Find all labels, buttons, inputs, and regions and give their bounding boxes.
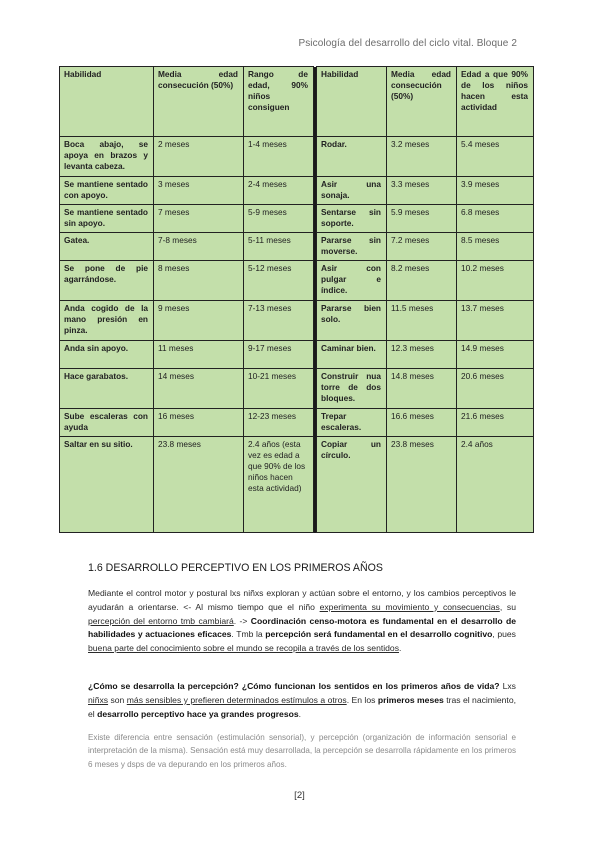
bold-text: ¿Cómo se desarrolla la percepción? ¿Cómo funcionan los sentidos en los primeros años de vida? <box>88 681 500 691</box>
text-run: tras el nacimiento, el <box>88 694 516 719</box>
median-age-cell: 11.5 meses <box>387 301 457 341</box>
age-range-cell: 2-4 meses <box>244 177 314 205</box>
median-age-cell: 7 meses <box>154 205 244 233</box>
skill-cell: Pararse bien solo. <box>317 301 387 341</box>
section-title: 1.6 DESARROLLO PERCEPTIVO EN LOS PRIMEROS AÑOS <box>88 562 383 574</box>
underlined-text: más sensibles y prefieren determinados estímulos a otros <box>126 694 347 705</box>
header-cell: Media edad consecución (50%) <box>154 67 244 137</box>
underlined-text: experimenta su movimiento y consecuencias <box>319 601 500 612</box>
paragraph-perception-question <box>88 680 516 721</box>
skill-cell: Rodar. <box>317 137 387 177</box>
bold-text: primeros meses <box>377 694 444 705</box>
age-90-cell: 2.4 años <box>457 437 534 533</box>
header-cell: Rango de edad, 90% niños consiguen <box>244 67 314 137</box>
skill-cell: Trepar escaleras. <box>317 409 387 437</box>
age-range-cell: 10-21 meses <box>244 369 314 409</box>
page-number: [2] <box>294 790 305 801</box>
median-age-cell: 7-8 meses <box>154 233 244 261</box>
table-row <box>60 437 534 533</box>
table-row <box>60 233 534 261</box>
median-age-cell: 3.2 meses <box>387 137 457 177</box>
median-age-cell: 11 meses <box>154 341 244 369</box>
table-header-row <box>60 67 534 137</box>
header-cell: Media edad consecución (50%) <box>387 67 457 137</box>
skill-cell: Se mantiene sentado sin apoyo. <box>60 205 154 233</box>
bold-text: desarrollo perceptivo hace ya grandes progresos <box>97 708 299 719</box>
age-90-cell: 6.8 meses <box>457 205 534 233</box>
median-age-cell: 5.9 meses <box>387 205 457 233</box>
skill-cell: Anda cogido de la mano presión en pinza. <box>60 301 154 341</box>
text-run: Mediante el control motor y postural lxs niñxs exploran y actúan sobre el entorno, y los cambios perceptivos le ayudarán a orientarse. <- Al mismo tiempo que el niño <box>88 588 516 612</box>
text-run: . En los <box>346 694 378 705</box>
skill-cell: Se pone de pie agarrándose. <box>60 261 154 301</box>
skill-cell: Pararse sin moverse. <box>317 233 387 261</box>
skill-cell: Se mantiene sentado con apoyo. <box>60 177 154 205</box>
header-cell: Habilidad <box>60 67 154 137</box>
median-age-cell: 12.3 meses <box>387 341 457 369</box>
skill-cell: Gatea. <box>60 233 154 261</box>
skill-cell: Construir nua torre de dos bloques. <box>317 369 387 409</box>
skill-cell: Asir con pulgar e índice. <box>317 261 387 301</box>
median-age-cell: 2 meses <box>154 137 244 177</box>
skill-cell: Sentarse sin soporte. <box>317 205 387 233</box>
development-milestones-table <box>59 66 534 533</box>
age-90-cell: 20.6 meses <box>457 369 534 409</box>
skill-cell: Hace garabatos. <box>60 369 154 409</box>
table-row <box>60 261 534 301</box>
bold-text: percepción será fundamental en el desarrollo cognitivo <box>265 629 493 640</box>
age-90-cell: 14.9 meses <box>457 341 534 369</box>
paragraph-sensation-note: Existe diferencia entre sensación (estimulación sensorial), y percepción (organización de información sensorial e interpretación de la misma). Sensación está muy desarrollada, la percepción se desarrolla rápidamente en los primeros 6 meses y dsps de va depurando en los primeros años. <box>88 733 516 769</box>
text-run: . <box>298 708 302 719</box>
skill-cell: Boca abajo, se apoya en brazos y levanta cabeza. <box>60 137 154 177</box>
text-run: Lxs <box>499 681 516 691</box>
underlined-text: percepción del entorno tmb cambiará <box>88 615 234 626</box>
age-range-cell: 5-9 meses <box>244 205 314 233</box>
text-run: . Tmb la <box>231 629 266 640</box>
age-range-cell: 2.4 años (esta vez es edad a que 90% de los niños hacen esta actividad) <box>244 437 314 533</box>
median-age-cell: 23.8 meses <box>387 437 457 533</box>
paragraph-motor-perception <box>88 587 516 656</box>
skill-cell: Copiar un círculo. <box>317 437 387 533</box>
median-age-cell: 7.2 meses <box>387 233 457 261</box>
median-age-cell: 3 meses <box>154 177 244 205</box>
age-range-cell: 5-11 meses <box>244 233 314 261</box>
text-run: son <box>108 694 127 705</box>
skill-cell: Sube escaleras con ayuda <box>60 409 154 437</box>
median-age-cell: 8.2 meses <box>387 261 457 301</box>
median-age-cell: 23.8 meses <box>154 437 244 533</box>
age-range-cell: 1-4 meses <box>244 137 314 177</box>
table-row <box>60 341 534 369</box>
skill-cell: Saltar en su sitio. <box>60 437 154 533</box>
age-range-cell: 12-23 meses <box>244 409 314 437</box>
median-age-cell: 16 meses <box>154 409 244 437</box>
median-age-cell: 14 meses <box>154 369 244 409</box>
table-row <box>60 205 534 233</box>
bold-text: Coordinación censo-motora es fundamental en el desarrollo de habilidades y actuaciones eficaces <box>88 615 516 640</box>
header-cell: Habilidad <box>317 67 387 137</box>
text-run: . -> <box>233 615 251 626</box>
underlined-text: niñxs <box>88 694 109 705</box>
header-cell: Edad a que 90% de los niños hacen esta actividad <box>457 67 534 137</box>
table-row <box>60 301 534 341</box>
age-90-cell: 13.7 meses <box>457 301 534 341</box>
table-row <box>60 177 534 205</box>
table-row <box>60 137 534 177</box>
text-run: , pues <box>492 629 516 640</box>
age-range-cell: 5-12 meses <box>244 261 314 301</box>
age-90-cell: 5.4 meses <box>457 137 534 177</box>
text-run: , su <box>499 601 516 612</box>
median-age-cell: 14.8 meses <box>387 369 457 409</box>
age-90-cell: 8.5 meses <box>457 233 534 261</box>
skill-cell: Caminar bien. <box>317 341 387 369</box>
skill-cell: Anda sin apoyo. <box>60 341 154 369</box>
median-age-cell: 9 meses <box>154 301 244 341</box>
skill-cell: Asir una sonaja. <box>317 177 387 205</box>
median-age-cell: 3.3 meses <box>387 177 457 205</box>
age-range-cell: 7-13 meses <box>244 301 314 341</box>
age-range-cell: 9-17 meses <box>244 341 314 369</box>
table-row <box>60 369 534 409</box>
age-90-cell: 3.9 meses <box>457 177 534 205</box>
page-header: Psicología del desarrollo del ciclo vital. Bloque 2 <box>298 38 517 49</box>
median-age-cell: 8 meses <box>154 261 244 301</box>
age-90-cell: 10.2 meses <box>457 261 534 301</box>
median-age-cell: 16.6 meses <box>387 409 457 437</box>
text-run: . <box>399 643 402 654</box>
age-90-cell: 21.6 meses <box>457 409 534 437</box>
table-row <box>60 409 534 437</box>
underlined-text: buena parte del conocimiento sobre el mundo se recopila a través de los sentidos <box>88 643 399 654</box>
